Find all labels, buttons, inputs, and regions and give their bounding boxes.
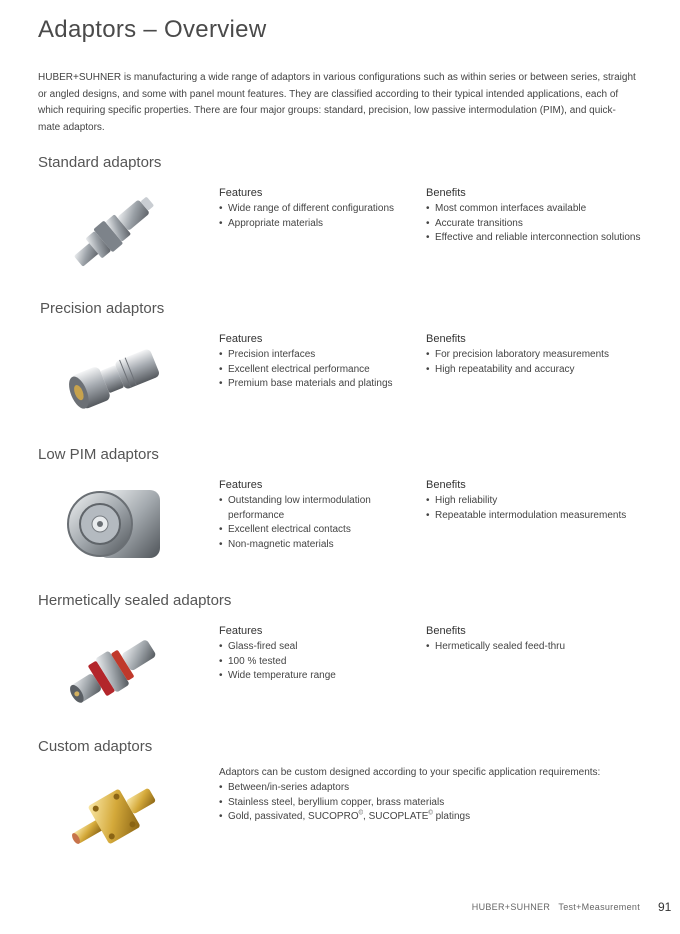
platings-text: platings xyxy=(432,811,471,823)
feature-item: • Premium base materials and platings xyxy=(219,377,419,392)
footer-section: Test+Measurement xyxy=(558,902,640,912)
benefit-item: • Hermetically sealed feed-thru xyxy=(426,640,646,655)
intro-paragraph: HUBER+SUHNER is manufacturing a wide range of adaptors in various configurations such as within series or between series, straight or angled designs, and some with panel mount features. They are classified according to their typical intended applications, each of which requiring specific properties. There are four major groups: standard, precision, low passive intermodulation (PIM), and quick-mate adaptors. xyxy=(38,72,636,133)
feature-item: • Precision interfaces xyxy=(219,348,419,363)
standard-adaptor-image xyxy=(60,190,170,274)
section-title: Precision adaptors xyxy=(40,300,165,317)
feature-item: • Outstanding low intermodulation performance xyxy=(219,494,398,524)
section-title: Hermetically sealed adaptors xyxy=(38,592,232,609)
features-column xyxy=(219,624,419,684)
benefits-column xyxy=(426,186,646,246)
features-heading: Features xyxy=(219,333,263,345)
features-column xyxy=(219,478,419,553)
custom-description xyxy=(219,766,649,825)
section-title: Custom adaptors xyxy=(38,738,153,755)
benefit-item: • Most common interfaces available xyxy=(426,202,646,217)
lowpim-adaptor-image xyxy=(60,482,170,566)
custom-intro-text: Adaptors can be custom designed according to your specific application requirements: xyxy=(219,767,601,778)
features-heading: Features xyxy=(219,479,263,491)
features-column xyxy=(219,332,419,392)
benefit-item: • Accurate transitions xyxy=(426,217,646,232)
feature-item: • Excellent electrical performance xyxy=(219,363,419,378)
benefits-column xyxy=(426,332,646,377)
feature-item: • Excellent electrical contacts xyxy=(219,523,419,538)
section-standard xyxy=(38,154,658,284)
features-column xyxy=(219,186,419,231)
section-precision xyxy=(38,300,658,430)
feature-item: • Non-magnetic materials xyxy=(219,538,419,553)
benefits-heading: Benefits xyxy=(426,333,466,345)
feature-item: • Glass-fired seal xyxy=(219,640,419,655)
benefits-column xyxy=(426,624,646,655)
benefit-item: • Effective and reliable interconnection solutions xyxy=(426,231,646,246)
platings-text: , SUCOPLATE xyxy=(363,811,429,823)
page-number: 91 xyxy=(658,900,672,914)
custom-adaptor-image xyxy=(60,774,170,858)
hermetic-adaptor-image xyxy=(60,628,170,712)
section-custom xyxy=(38,738,658,868)
benefits-column xyxy=(426,478,646,523)
benefit-item: • High repeatability and accuracy xyxy=(426,363,646,378)
feature-item: • 100 % tested xyxy=(219,655,419,670)
features-heading: Features xyxy=(219,625,263,637)
footer xyxy=(472,902,640,912)
feature-item: • Wide range of different configurations xyxy=(219,202,419,217)
features-heading: Features xyxy=(219,187,263,199)
benefit-item: • Repeatable intermodulation measurements xyxy=(426,509,646,524)
section-lowpim xyxy=(38,446,658,576)
page-title: Adaptors – Overview xyxy=(38,16,267,43)
benefits-heading: Benefits xyxy=(426,625,466,637)
section-title: Standard adaptors xyxy=(38,154,162,171)
benefits-heading: Benefits xyxy=(426,187,466,199)
footer-brand: HUBER+SUHNER xyxy=(471,902,551,912)
feature-item: • Wide temperature range xyxy=(219,669,419,684)
benefit-item: • For precision laboratory measurements xyxy=(426,348,646,363)
feature-item: • Appropriate materials xyxy=(219,217,419,232)
section-title: Low PIM adaptors xyxy=(38,446,159,463)
platings-text: Gold, passivated, SUCOPRO xyxy=(228,811,359,823)
benefit-item: • High reliability xyxy=(426,494,646,509)
precision-adaptor-image xyxy=(60,336,170,420)
benefits-heading: Benefits xyxy=(426,479,466,491)
custom-item: • Stainless steel, beryllium copper, brass materials xyxy=(219,796,649,811)
registered-mark: © xyxy=(358,811,364,818)
custom-item: • Between/in-series adaptors xyxy=(219,781,649,796)
registered-mark: © xyxy=(428,811,433,818)
custom-item xyxy=(219,810,649,825)
section-hermetic xyxy=(38,592,658,722)
